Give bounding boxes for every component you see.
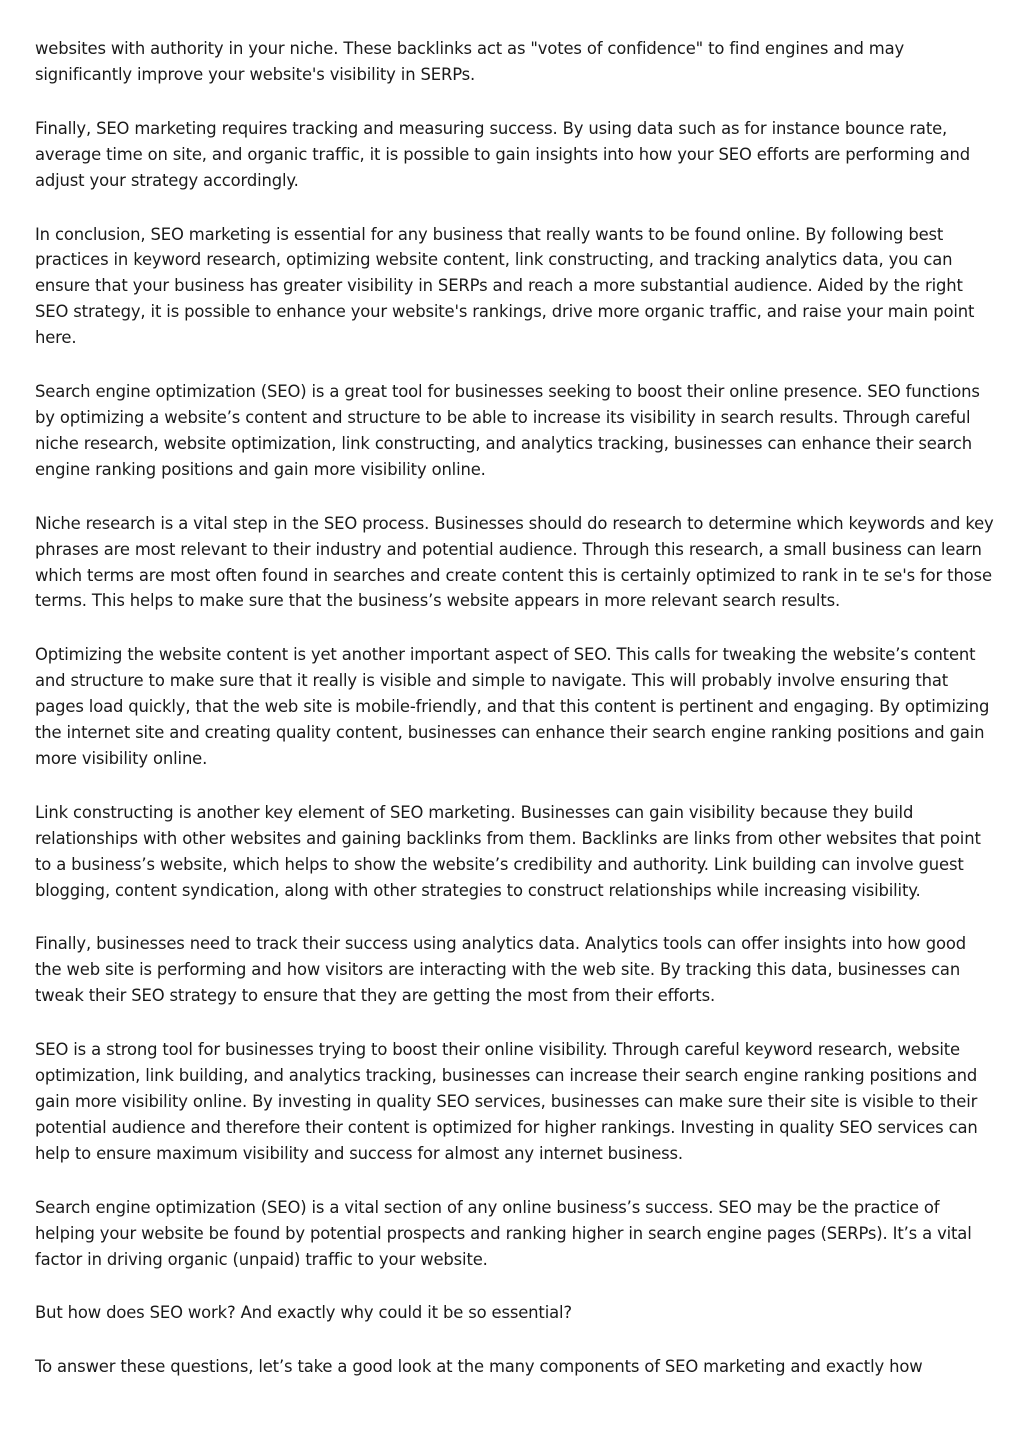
document-body [35,36,995,1408]
paragraph: In conclusion, SEO marketing is essential for any business that really wants to be found online. By following best practices in keyword research, optimizing website content, link constructing, and tracking analytics data, you can ensure that your business has greater visibility in SERPs and reach a more substantial audience. Aided by the right SEO strategy, it is possible to enhance your website's rankings, drive more organic traffic, and raise your main point here. [35,224,975,348]
paragraph: Search engine optimization (SEO) is a great tool for businesses seeking to boost their online presence. SEO functions by optimizing a website’s content and structure to be able to increase its visibility in search results. Through careful niche research, website optimization, link constructing, and analytics tracking, businesses can enhance their search engine ranking positions and gain more visibility online. [35,382,980,479]
paragraph: To answer these questions, let’s take a good look at the many components of SEO marketing and exactly how [35,1357,923,1377]
paragraph: But how does SEO work? And exactly why could it be so essential? [35,1303,572,1323]
paragraph: Finally, SEO marketing requires tracking and measuring success. By using data such as for instance bounce rate, average time on site, and organic traffic, it is possible to gain insights into how your SEO efforts are performing and adjust your strategy accordingly. [35,118,970,190]
paragraph: Link constructing is another key element of SEO marketing. Businesses can gain visibility because they build relationships with other websites and gaining backlinks from them. Backlinks are links from other websites that point to a business’s website, which helps to show the website’s credibility and authority. Link building can involve guest blogging, content syndication, along with other strategies to construct relationships while increasing visibility. [35,802,981,900]
paragraph: Optimizing the website content is yet another important aspect of SEO. This calls for tweaking the website’s content and structure to make sure that it really is visible and simple to navigate. This will probably involve ensuring that pages load quickly, that the web site is mobile-friendly, and that this content is pertinent and engaging. By optimizing the internet site and creating quality content, businesses can enhance their search engine ranking positions and gain more visibility online. [35,645,990,768]
paragraph: Search engine optimization (SEO) is a vital section of any online business’s success. SEO may be the practice of helping your website be found by potential prospects and ranking higher in search engine pages (SERPs). It’s a vital factor in driving organic (unpaid) traffic to your website. [35,1197,972,1269]
paragraph: Finally, businesses need to track their success using analytics data. Analytics tools can offer insights into how good the web site is performing and how visitors are interacting with the web site. By tracking this data, businesses can tweak their SEO strategy to ensure that they are getting the most from their efforts. [35,934,966,1006]
paragraph: SEO is a strong tool for businesses trying to boost their online visibility. Through careful keyword research, website optimization, link building, and analytics tracking, businesses can increase their search engine ranking positions and gain more visibility online. By investing in quality SEO services, businesses can make sure their site is visible to their potential audience and therefore their content is optimized for higher rankings. Investing in quality SEO services can help to ensure maximum visibility and success for almost any internet business. [35,1040,978,1163]
paragraph: websites with authority in your niche. These backlinks act as "votes of confidence" to find engines and may significantly improve your website's visibility in SERPs. [35,39,905,84]
paragraph: Niche research is a vital step in the SEO process. Businesses should do research to determine which keywords and key phrases are most relevant to their industry and potential audience. Through this research, a small business can learn which terms are most often found in searches and create content this is certainly optimized to rank in te se's for those terms. This helps to make sure that the business’s website appears in more relevant search results. [35,513,994,611]
